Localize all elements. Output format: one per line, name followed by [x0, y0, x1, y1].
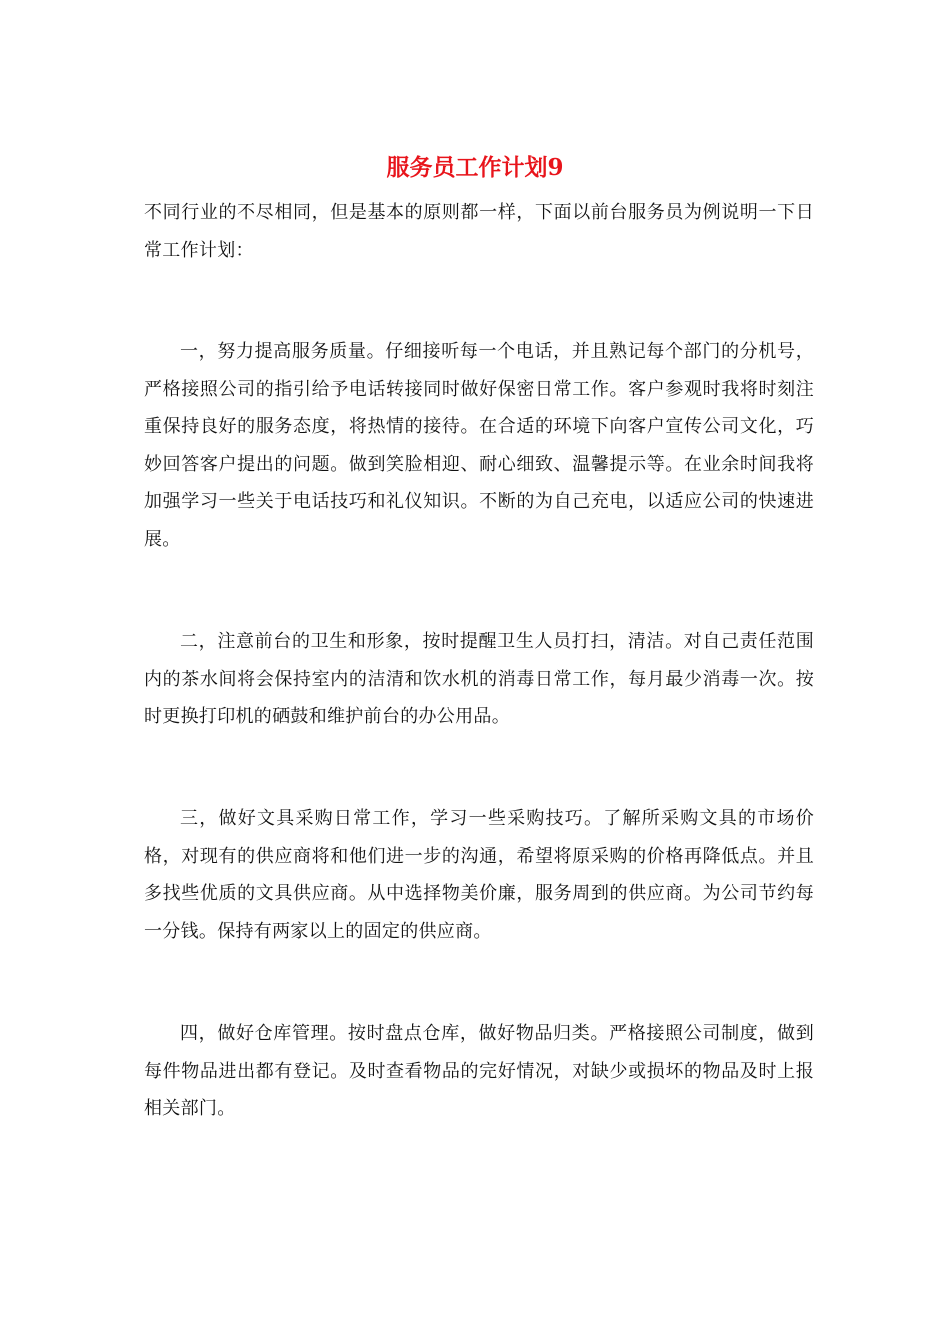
intro-paragraph: 不同行业的不尽相同，但是基本的原则都一样，下面以前台服务员为例说明一下日常工作计划： [144, 202, 814, 261]
paragraph-hygiene: 二，注意前台的卫生和形象，按时提醒卫生人员打扫，清洁。对自己责任范围内的茶水间将会保持室内的洁清和饮水机的消毒日常工作，每月最少消毒一次。按时更换打印机的硒鼓和维护前台的办公用品。 [144, 631, 814, 727]
paragraph-warehouse: 四，做好仓库管理。按时盘点仓库，做好物品归类。严格接照公司制度，做到每件物品进出都有登记。及时查看物品的完好情况，对缺少或损坏的物品及时上报相关部门。 [144, 1023, 814, 1119]
paragraph-procurement: 三，做好文具采购日常工作，学习一些采购技巧。了解所采购文具的市场价格，对现有的供应商将和他们进一步的沟通，希望将原采购的价格再降低点。并且多找些优质的文具供应商。从中选择物美价廉，服务周到的供应商。为公司节约每一分钱。保持有两家以上的固定的供应商。 [144, 808, 814, 942]
document-title: 服务员工作计划9 [386, 154, 564, 181]
paragraph-service-quality: 一，努力提高服务质量。仔细接听每一个电话，并且熟记每个部门的分机号，严格接照公司的指引给予电话转接同时做好保密日常工作。客户参观时我将时刻注重保持良好的服务态度，将热情的接待。在合适的环境下向客户宣传公司文化，巧妙回答客户提出的问题。做到笑脸相迎、耐心细致、温馨提示等。在业余时间我将加强学习一些关于电话技巧和礼仪知识。不断的为自己充电，以适应公司的快速进展。 [144, 341, 814, 550]
